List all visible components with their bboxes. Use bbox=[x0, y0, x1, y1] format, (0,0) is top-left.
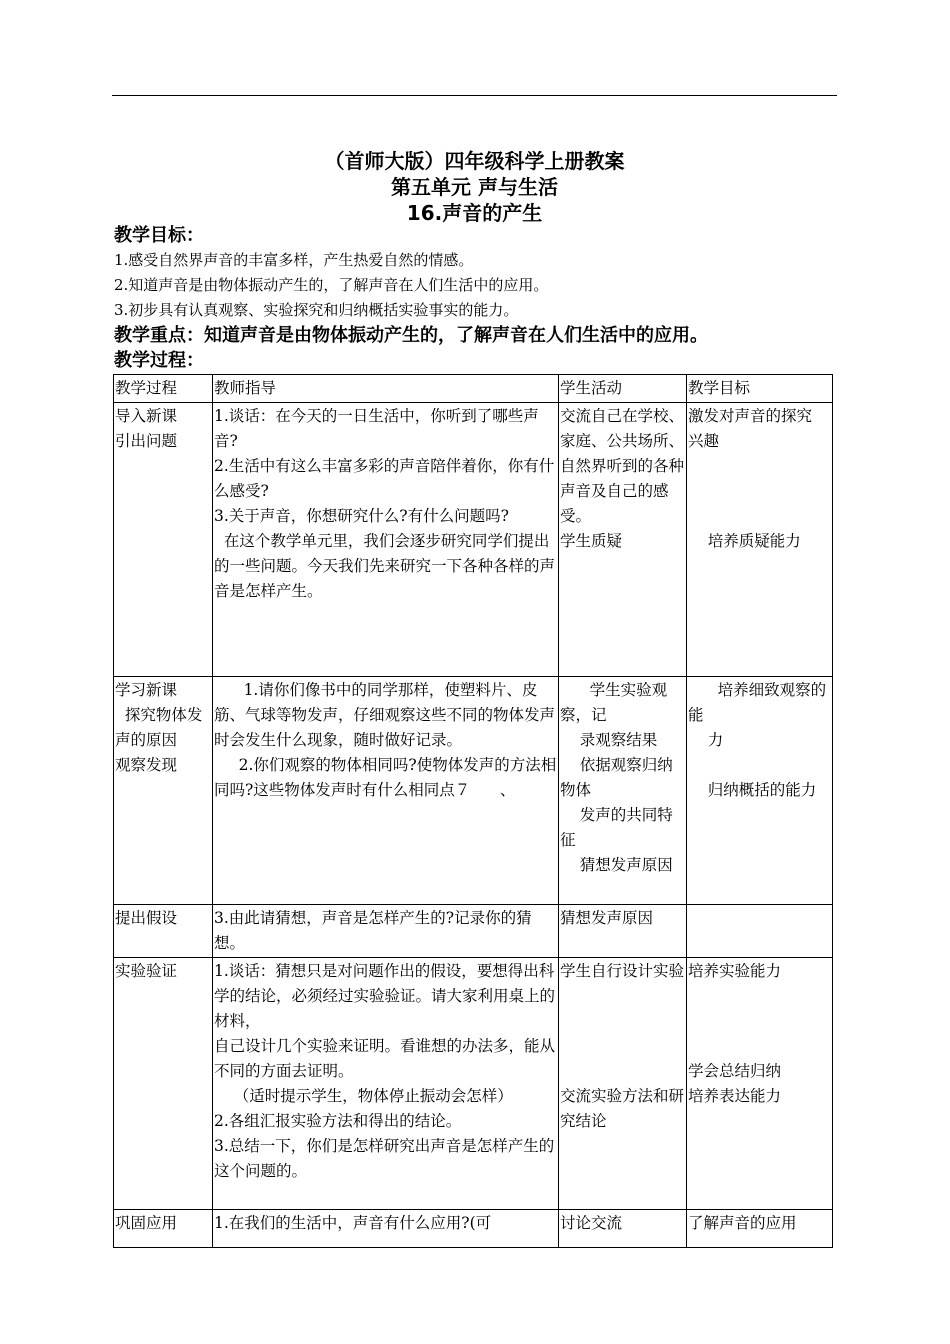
key-point bbox=[114, 325, 708, 347]
table-row bbox=[114, 677, 833, 905]
teaching-process-table bbox=[113, 374, 833, 1248]
unit-title: 第五单元 声与生活 bbox=[391, 175, 558, 199]
key-point-text: 知道声音是由物体振动产生的，了解声音在人们生活中的应用。 bbox=[204, 325, 708, 346]
teacher-cell: 1.谈话：猜想只是对问题作出的假设，要想得出科学的结论，必须经过实验验证。请大家利用桌上的材料， 自己设计几个实验来证明。看谁想的办法多，能从不同的方面去证明。 （适时提示学生，物体停止振动会怎样） 2.各组汇报实验方法和得出的结论。 3.总结一下，你们是怎样研究出声音是怎样产生的这个问题的。 bbox=[213, 958, 559, 1210]
stage-cell: 实验验证 bbox=[114, 958, 213, 1210]
objective-item: 1.感受自然界声音的丰富多样，产生热爱自然的情感。 bbox=[114, 251, 474, 269]
column-header: 教学过程 bbox=[114, 375, 213, 403]
stage-cell: 巩固应用 bbox=[114, 1210, 213, 1248]
lesson-title: 16.声音的产生 bbox=[406, 201, 543, 225]
goal-cell: 激发对声音的探究 兴趣 培养质疑能力 bbox=[687, 403, 833, 677]
student-cell: 交流自己在学校、 家庭、公共场所、 自然界听到的各种 声音及自己的感 受。 学生质疑 bbox=[559, 403, 687, 677]
column-header: 教师指导 bbox=[213, 375, 559, 403]
teacher-cell: 1.在我们的生活中，声音有什么应用?(可 bbox=[213, 1210, 559, 1248]
table-row bbox=[114, 1210, 833, 1248]
table-header-row bbox=[114, 375, 833, 403]
stage-cell: 学习新课 探究物体发声的原因 观察发现 bbox=[114, 677, 213, 905]
stage-cell: 导入新课 引出问题 bbox=[114, 403, 213, 677]
table-row bbox=[114, 958, 833, 1210]
key-point-label: 教学重点： bbox=[114, 325, 204, 346]
student-cell: 猜想发声原因 bbox=[559, 905, 687, 958]
student-cell: 学生自行设计实验 交流实验方法和研究结论 bbox=[559, 958, 687, 1210]
goal-cell: 了解声音的应用 bbox=[687, 1210, 833, 1248]
student-cell: 讨论交流 bbox=[559, 1210, 687, 1248]
table-row bbox=[114, 905, 833, 958]
goal-cell: 培养细致观察的能 力 归纳概括的能力 bbox=[687, 677, 833, 905]
document-title: （首师大版）四年级科学上册教案 bbox=[324, 149, 625, 173]
objective-item: 2.知道声音是由物体振动产生的，了解声音在人们生活中的应用。 bbox=[114, 276, 549, 294]
column-header: 教学目标 bbox=[687, 375, 833, 403]
teacher-cell: 1.谈话：在今天的一日生活中，你听到了哪些声音? 2.生活中有这么丰富多彩的声音陪伴着你，你有什么感受? 3.关于声音，你想研究什么?有什么问题吗? 在这个教学单元里，我们会逐步研究同学们提出的一些问题。今天我们先来研究一下各种各样的声音是怎样产生。 bbox=[213, 403, 559, 677]
column-header: 学生活动 bbox=[559, 375, 687, 403]
header-rule bbox=[112, 95, 837, 96]
objective-item: 3.初步具有认真观察、实验探究和归纳概括实验事实的能力。 bbox=[114, 301, 519, 319]
objectives-heading: 教学目标： bbox=[114, 225, 204, 246]
teacher-cell: 3.由此请猜想，声音是怎样产生的?记录你的猜想。 bbox=[213, 905, 559, 958]
table-row bbox=[114, 403, 833, 677]
process-heading: 教学过程： bbox=[114, 350, 204, 371]
teacher-cell: 1.请你们像书中的同学那样，使塑料片、皮筋、气球等物发声，仔细观察这些不同的物体发声时会发生什么现象，随时做好记录。 2.你们观察的物体相同吗?使物体发声的方法相同吗?这些物体发声时有什么相同点７ 、 bbox=[213, 677, 559, 905]
goal-cell: 培养实验能力 学会总结归纳 培养表达能力 bbox=[687, 958, 833, 1210]
student-cell: 学生实验观察，记 录观察结果 依据观察归纳物体 发声的共同特征 猜想发声原因 bbox=[559, 677, 687, 905]
stage-cell: 提出假设 bbox=[114, 905, 213, 958]
goal-cell bbox=[687, 905, 833, 958]
